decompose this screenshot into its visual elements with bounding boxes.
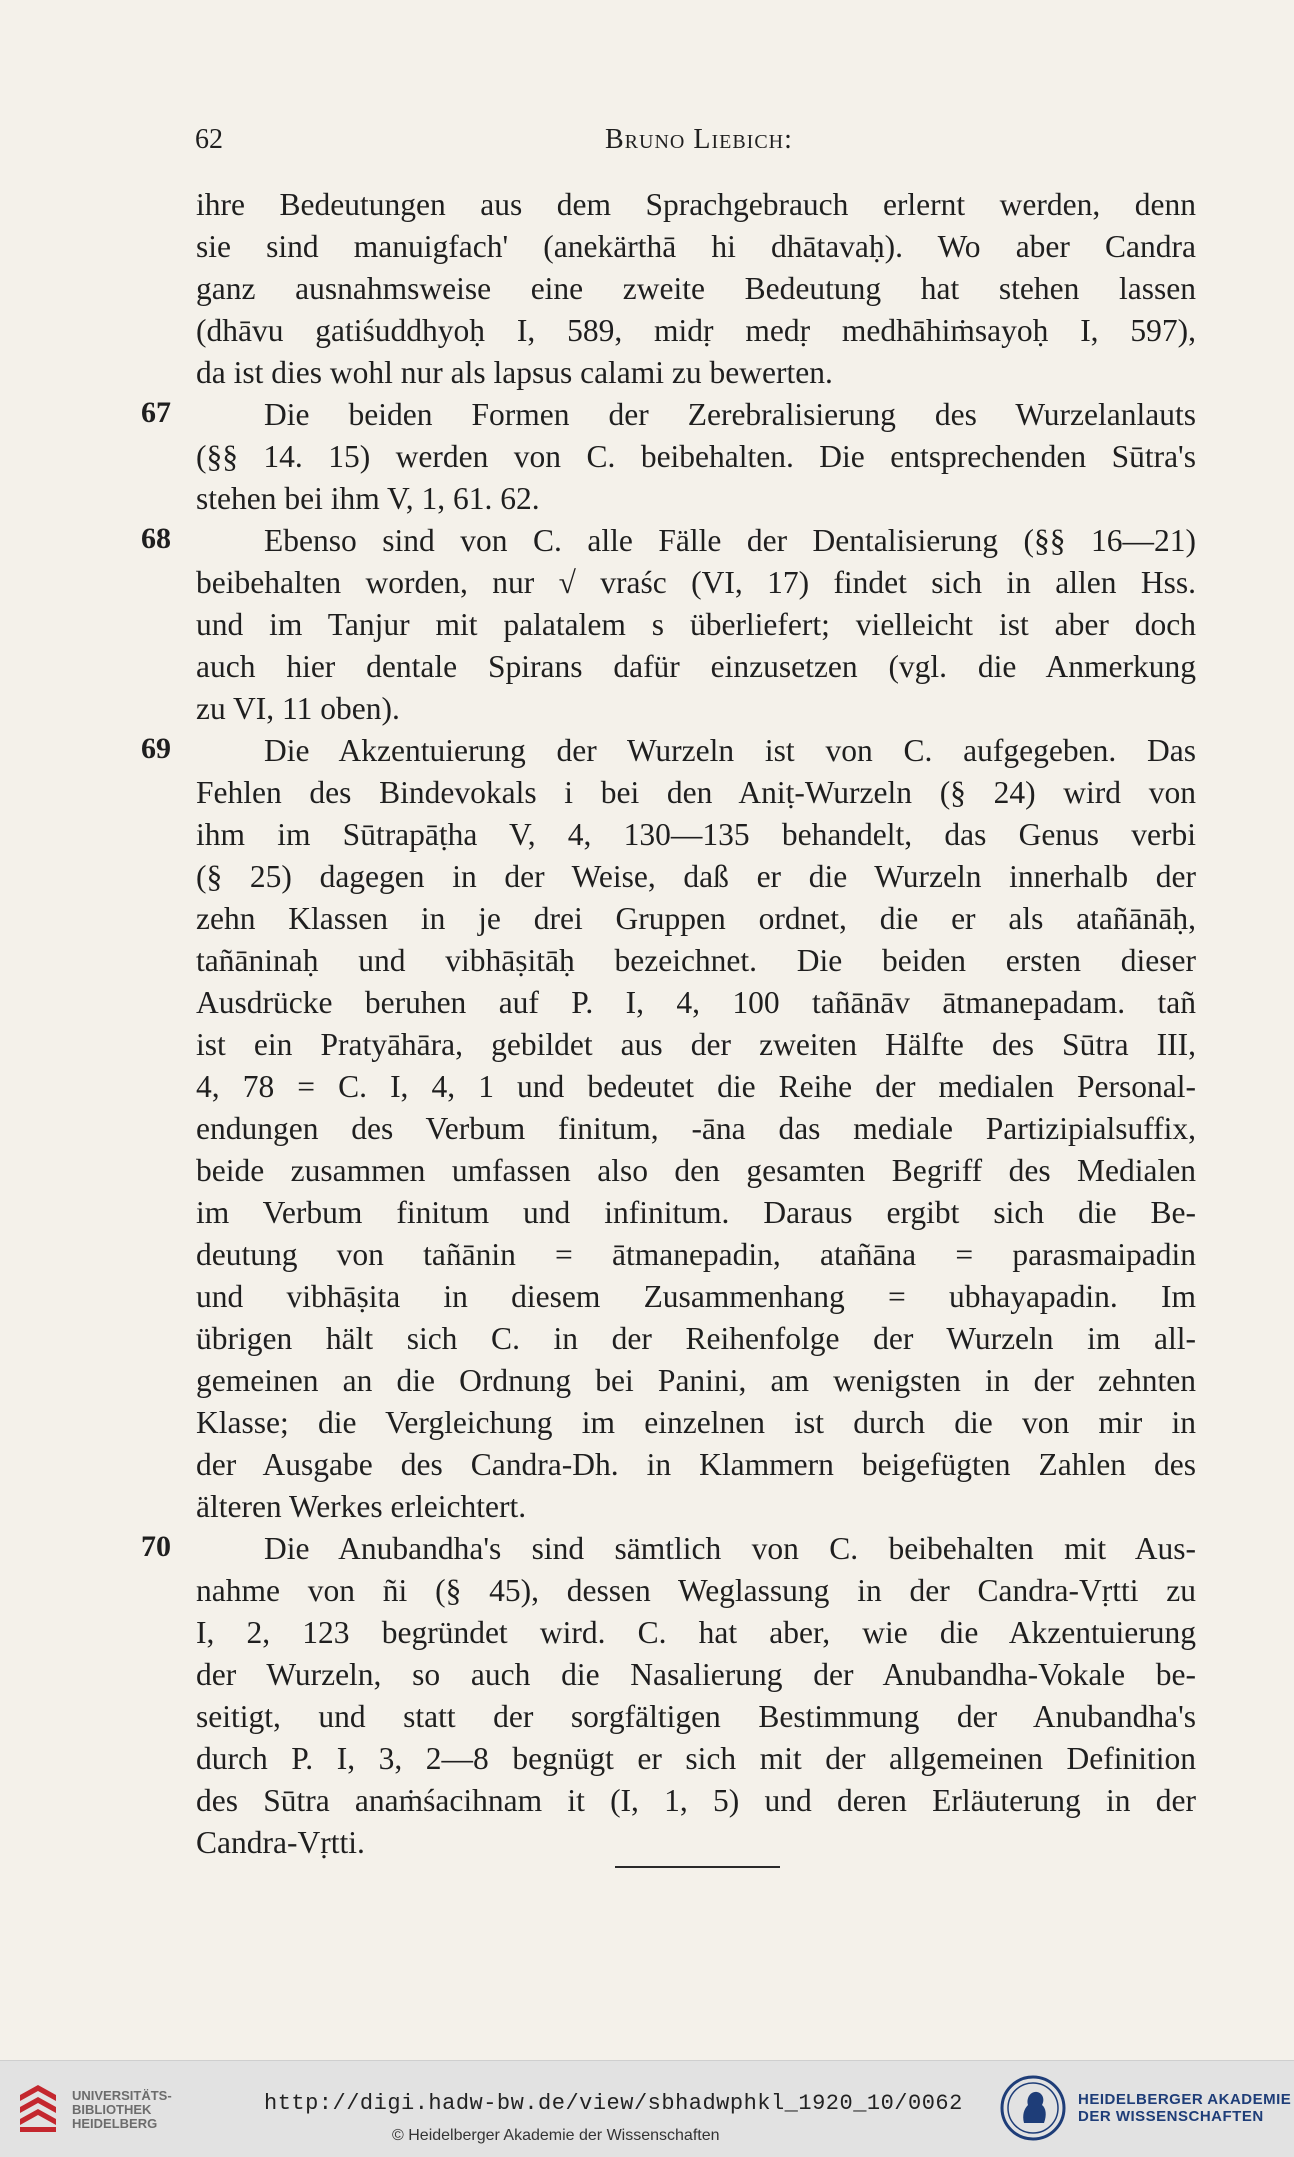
end-rule xyxy=(615,1866,780,1868)
text-line: stehen bei ihm V, 1, 61. 62. xyxy=(196,481,540,516)
hadw-name xyxy=(1078,2091,1291,2125)
page-header xyxy=(195,124,1195,164)
paragraph-number: 70 xyxy=(141,1530,171,1563)
text-line: ihm im Sūtrapāṭha V, 4, 130—135 behandelt, das Genus verbi xyxy=(196,817,1196,852)
text-line: durch P. I, 3, 2—8 begnügt er sich mit der allgemeinen Definition xyxy=(196,1741,1196,1776)
text-line: und vibhāṣita in diesem Zusammenhang = ubhayapadin. Im xyxy=(196,1279,1196,1314)
page-number: 62 xyxy=(195,124,223,155)
text-line: gemeinen an die Ordnung bei Panini, am wenigsten in der zehnten xyxy=(196,1363,1196,1398)
text-line: nahme von ñi (§ 45), dessen Weglassung in der Candra-Vṛtti zu xyxy=(196,1573,1196,1608)
text-line: ihre Bedeutungen aus dem Sprachgebrauch erlernt werden, denn xyxy=(196,187,1196,222)
ub-name-line-3: HEIDELBERG xyxy=(72,2116,158,2131)
paragraph-number: 67 xyxy=(141,396,171,429)
text-line: beibehalten worden, nur √ vraśc (VI, 17) findet sich in allen Hss. xyxy=(196,565,1196,600)
text-line: (§§ 14. 15) werden von C. beibehalten. Die entsprechenden Sūtra's xyxy=(196,439,1196,474)
ub-name-line-2: BIBLIOTHEK xyxy=(72,2102,152,2117)
ub-heidelberg-logo-icon xyxy=(14,2081,62,2137)
text-line: 4, 78 = C. I, 4, 1 und bedeutet die Reihe der medialen Personal- xyxy=(196,1069,1196,1104)
hadw-seal-icon xyxy=(1000,2075,1066,2141)
text-line: deutung von tañānin = ātmanepadin, atañāna = parasmaipadin xyxy=(196,1237,1196,1272)
text-line: auch hier dentale Spirans dafür einzusetzen (vgl. die Anmerkung xyxy=(196,649,1196,684)
hadw-name-line-1: HEIDELBERGER AKADEMIE xyxy=(1078,2091,1292,2108)
text-line: sie sind manuigfach' (anekärthā hi dhātavaḥ). Wo aber Candra xyxy=(196,229,1196,264)
text-line: Fehlen des Bindevokals i bei den Aniṭ-Wurzeln (§ 24) wird von xyxy=(196,775,1196,810)
text-line: und im Tanjur mit palatalem s überliefert; vielleicht ist aber doch xyxy=(196,607,1196,642)
text-line: im Verbum finitum und infinitum. Daraus ergibt sich die Be- xyxy=(196,1195,1196,1230)
text-line: übrigen hält sich C. in der Reihenfolge der Wurzeln im all- xyxy=(196,1321,1196,1356)
text-line: Candra-Vṛtti. xyxy=(196,1825,365,1860)
text-line: Ausdrücke beruhen auf P. I, 4, 100 tañānāv ātmanepadam. tañ xyxy=(196,985,1196,1020)
text-line: des Sūtra anaṁśacihnam it (I, 1, 5) und deren Erläuterung in der xyxy=(196,1783,1196,1818)
text-line: endungen des Verbum finitum, -āna das mediale Partizipialsuffix, xyxy=(196,1111,1196,1146)
text-line: der Ausgabe des Candra-Dh. in Klammern beigefügten Zahlen des xyxy=(196,1447,1196,1482)
text-line: Ebenso sind von C. alle Fälle der Dentalisierung (§§ 16—21) xyxy=(264,523,1196,558)
permalink[interactable]: http://digi.hadw-bw.de/view/sbhadwphkl_1920_10/0062 xyxy=(264,2091,963,2116)
hadw-name-line-2: DER WISSENSCHAFTEN xyxy=(1078,2108,1264,2125)
text-line: Die beiden Formen der Zerebralisierung des Wurzelanlauts xyxy=(264,397,1196,432)
text-line: Klasse; die Vergleichung im einzelnen ist durch die von mir in xyxy=(196,1405,1196,1440)
text-line: beide zusammen umfassen also den gesamten Begriff des Medialen xyxy=(196,1153,1196,1188)
text-line: zehn Klassen in je drei Gruppen ordnet, die er als atañānāḥ, xyxy=(196,901,1196,936)
text-line: tañāninaḥ und vibhāṣitāḥ bezeichnet. Die beiden ersten dieser xyxy=(196,943,1196,978)
text-line: ganz ausnahmsweise eine zweite Bedeutung hat stehen lassen xyxy=(196,271,1196,306)
text-line: zu VI, 11 oben). xyxy=(196,691,400,726)
text-line: da ist dies wohl nur als lapsus calami zu bewerten. xyxy=(196,355,833,390)
text-line: (§ 25) dagegen in der Weise, daß er die Wurzeln innerhalb der xyxy=(196,859,1196,894)
ub-name-line-1: UNIVERSITÄTS- xyxy=(72,2088,172,2103)
text-line: älteren Werkes erleichtert. xyxy=(196,1489,527,1524)
text-line: ist ein Pratyāhāra, gebildet aus der zweiten Hälfte des Sūtra III, xyxy=(196,1027,1196,1062)
text-line: Die Anubandha's sind sämtlich von C. beibehalten mit Aus- xyxy=(264,1531,1196,1566)
ub-heidelberg-name xyxy=(72,2089,172,2131)
text-line: der Wurzeln, so auch die Nasalierung der Anubandha-Vokale be- xyxy=(196,1657,1196,1692)
viewer-footer xyxy=(0,2060,1294,2157)
text-line: (dhāvu gatiśuddhyoḥ I, 589, midṛ medṛ medhāhiṁsayoḥ I, 597), xyxy=(196,313,1196,348)
paragraph-number: 69 xyxy=(141,732,171,765)
body-text xyxy=(196,184,1196,1864)
text-line: seitigt, und statt der sorgfältigen Bestimmung der Anubandha's xyxy=(196,1699,1196,1734)
running-head: Bruno Liebich: xyxy=(605,124,793,155)
paragraph-number: 68 xyxy=(141,522,171,555)
copyright-notice: © Heidelberger Akademie der Wissenschaften xyxy=(392,2127,720,2144)
text-line: Die Akzentuierung der Wurzeln ist von C. aufgegeben. Das xyxy=(264,733,1196,768)
text-line: I, 2, 123 begründet wird. C. hat aber, wie die Akzentuierung xyxy=(196,1615,1196,1650)
